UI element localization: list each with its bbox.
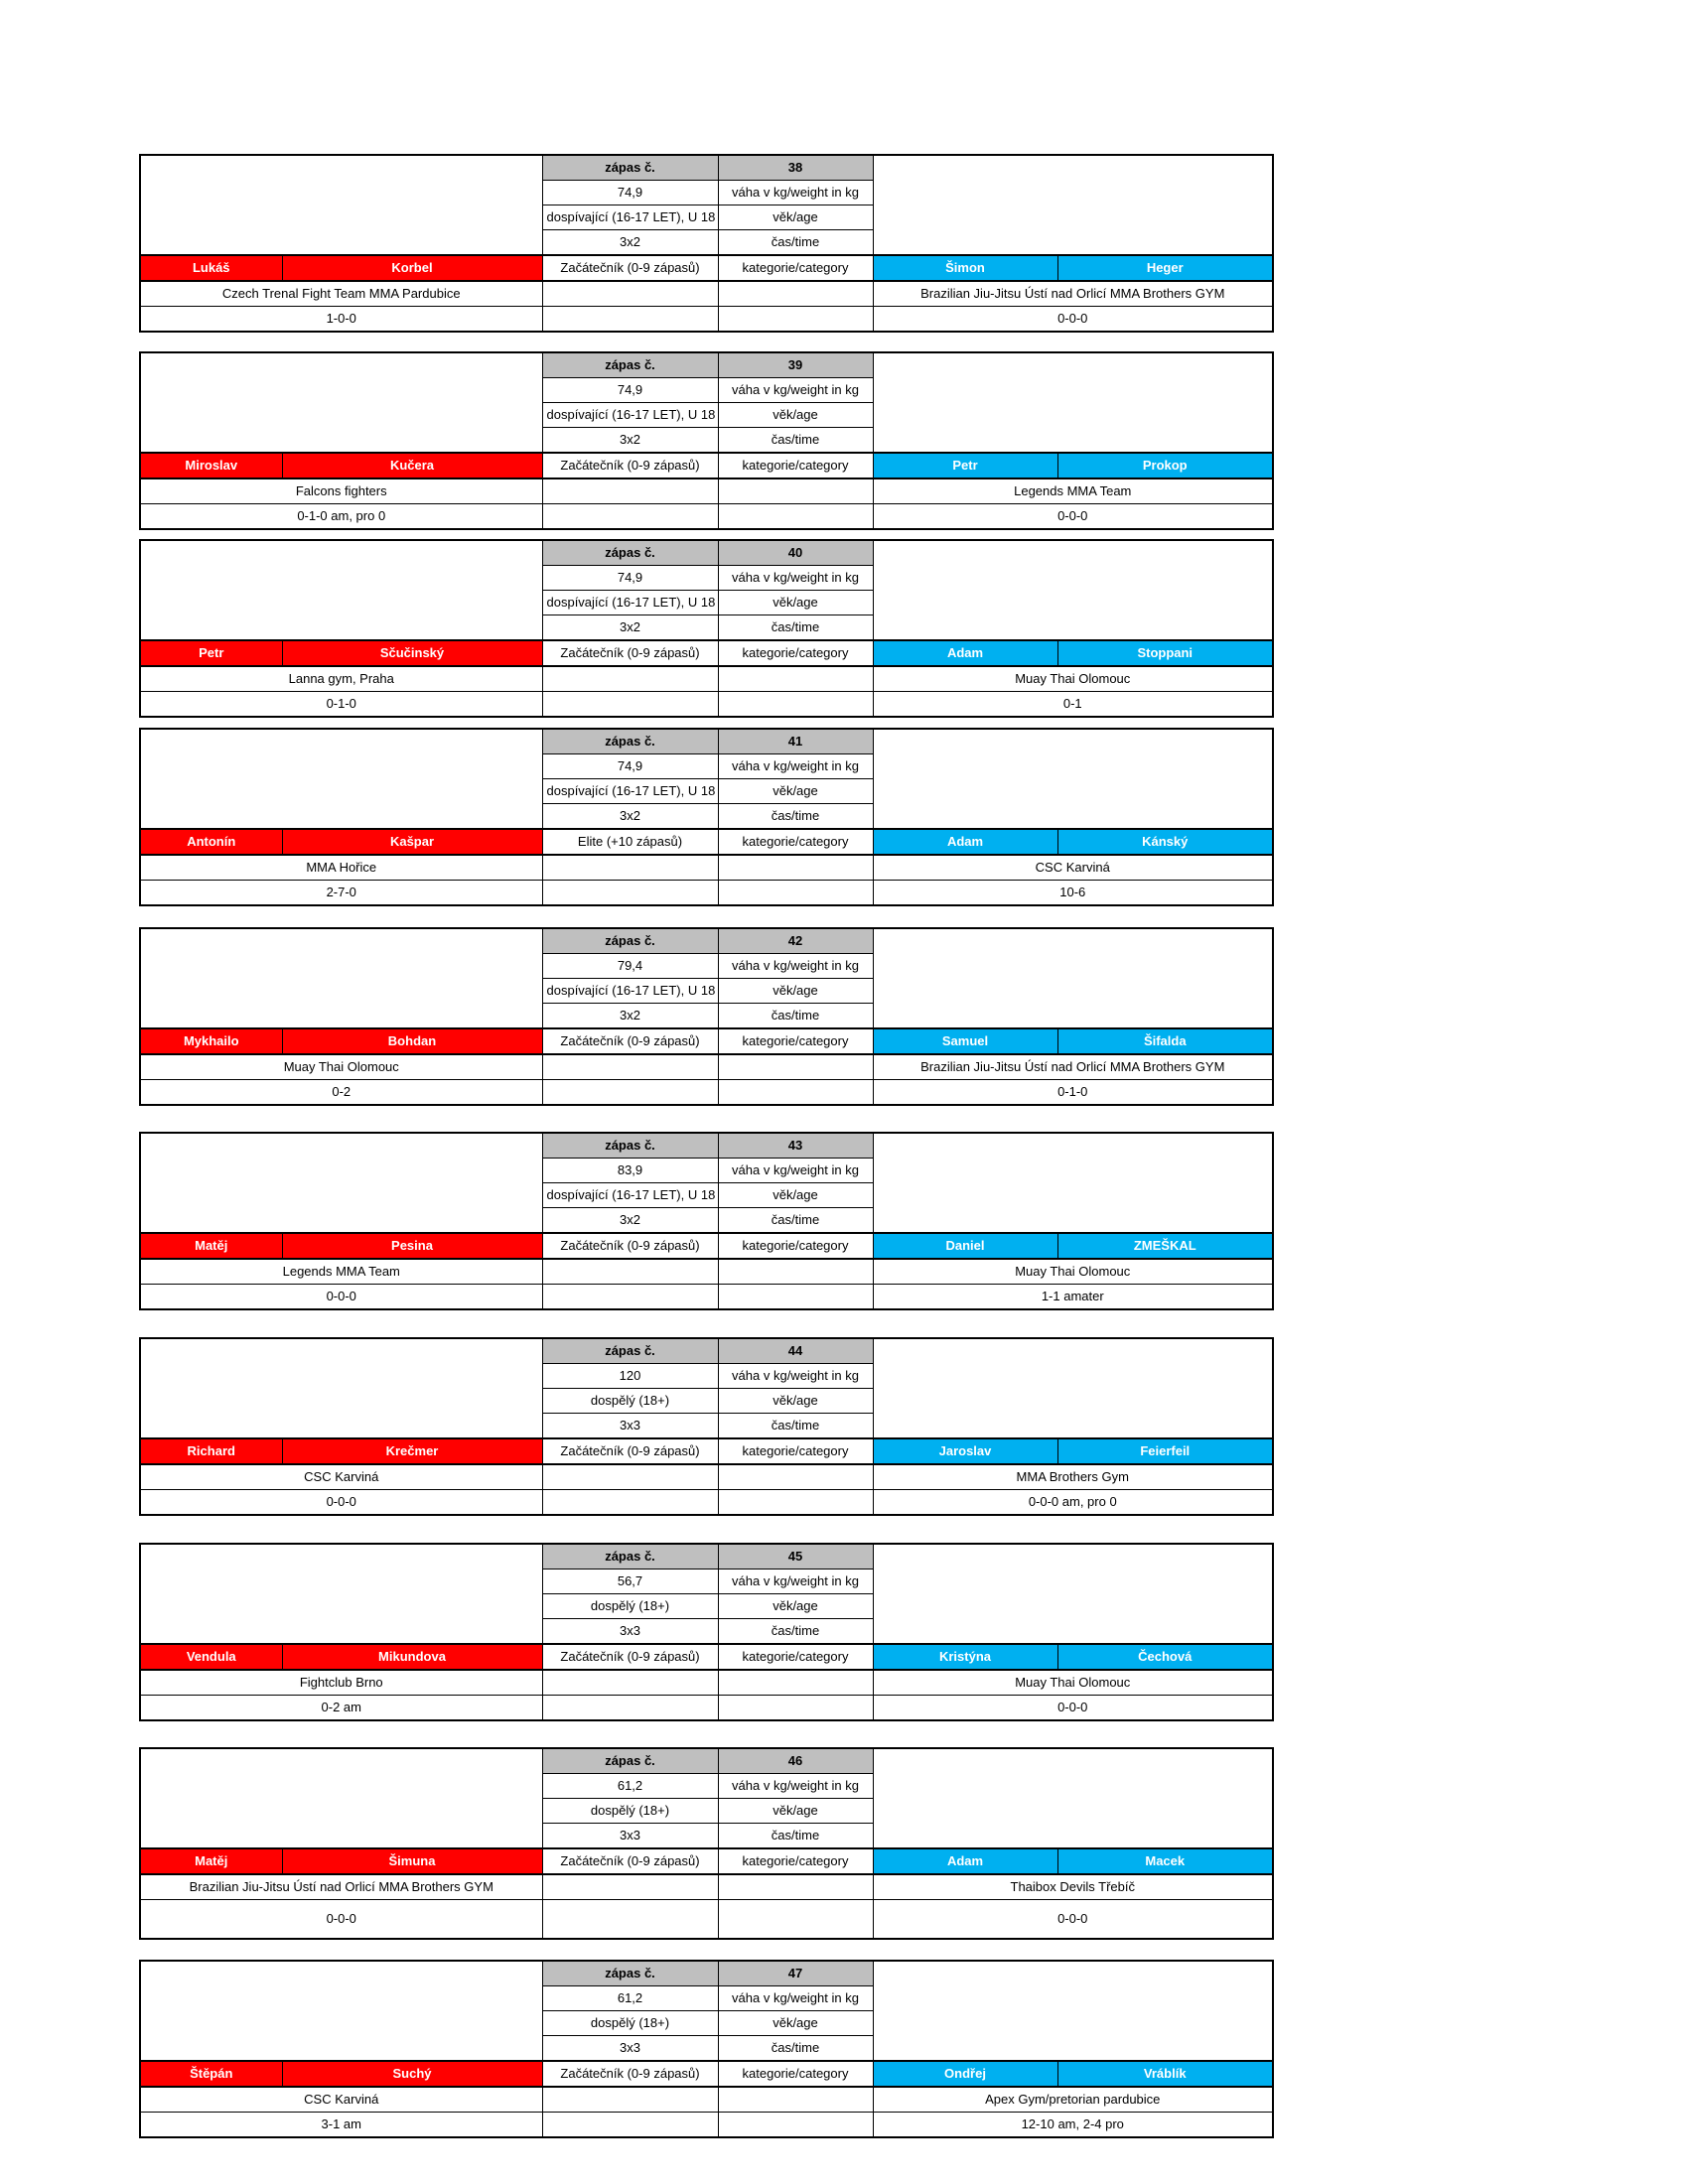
blue-corner-empty-area [873,540,1273,640]
time-value: 3x2 [542,1208,718,1234]
time-label: čas/time [718,230,873,256]
match-number-label: zápas č. [542,1544,718,1570]
red-first-name: Richard [140,1438,282,1464]
red-corner-empty-area [140,352,542,453]
red-corner-empty-area [140,1338,542,1438]
names-row [140,2061,1273,2087]
red-team: CSC Karviná [140,2087,542,2113]
middle-empty-cell [542,1696,718,1721]
team-row [140,2087,1273,2113]
age-label: věk/age [718,403,873,428]
category-label: kategorie/category [718,2061,873,2087]
middle-empty-cell [718,666,873,692]
blue-team: Legends MMA Team [873,478,1273,504]
time-value: 3x2 [542,230,718,256]
category-value: Začátečník (0-9 zápasů) [542,453,718,478]
middle-empty-cell [718,307,873,333]
time-value: 3x2 [542,428,718,454]
team-row [140,855,1273,881]
middle-empty-cell [718,2087,873,2113]
red-last-name: Mikundova [282,1644,542,1670]
weight-label: váha v kg/weight in kg [718,1570,873,1594]
weight-value: 74,9 [542,378,718,403]
blue-first-name: Adam [873,1848,1057,1874]
time-value: 3x3 [542,1619,718,1645]
red-first-name: Petr [140,640,282,666]
time-label: čas/time [718,615,873,641]
red-last-name: Šimuna [282,1848,542,1874]
age-value: dospívající (16-17 LET), U 18 [542,205,718,230]
team-row [140,1259,1273,1285]
record-row [140,504,1273,530]
names-row [140,1028,1273,1054]
blue-record: 12-10 am, 2-4 pro [873,2113,1273,2138]
category-value: Začátečník (0-9 zápasů) [542,2061,718,2087]
red-corner-empty-area [140,540,542,640]
middle-empty-cell [718,1490,873,1516]
weight-label: váha v kg/weight in kg [718,1364,873,1389]
match-number: 47 [718,1961,873,1986]
match-number-label: zápas č. [542,928,718,954]
team-row [140,1464,1273,1490]
blue-record: 0-1-0 [873,1080,1273,1106]
red-corner-empty-area [140,928,542,1028]
header-row [140,155,1273,181]
blue-team: Brazilian Jiu-Jitsu Ústí nad Orlicí MMA Brothers GYM [873,1054,1273,1080]
middle-empty-cell [718,478,873,504]
match-block [139,728,1274,906]
match-list [139,154,1272,2138]
red-last-name: Sčučinský [282,640,542,666]
middle-empty-cell [542,1285,718,1310]
team-row [140,666,1273,692]
record-row [140,1285,1273,1310]
blue-corner-empty-area [873,1133,1273,1233]
age-value: dospělý (18+) [542,1799,718,1824]
blue-last-name: Kánský [1057,829,1273,855]
blue-first-name: Samuel [873,1028,1057,1054]
age-label: věk/age [718,1389,873,1414]
time-label: čas/time [718,1414,873,1439]
red-last-name: Pesina [282,1233,542,1259]
record-row [140,1900,1273,1940]
blue-record: 0-0-0 [873,1696,1273,1721]
middle-empty-cell [542,1259,718,1285]
match-number: 38 [718,155,873,181]
middle-empty-cell [542,855,718,881]
middle-empty-cell [718,1874,873,1900]
match-block [139,1132,1274,1310]
middle-empty-cell [718,855,873,881]
red-corner-empty-area [140,1961,542,2061]
match-number-label: zápas č. [542,1748,718,1774]
red-record: 3-1 am [140,2113,542,2138]
category-value: Začátečník (0-9 zápasů) [542,255,718,281]
names-row [140,1848,1273,1874]
blue-first-name: Ondřej [873,2061,1057,2087]
match-number: 40 [718,540,873,566]
category-value: Začátečník (0-9 zápasů) [542,1233,718,1259]
red-first-name: Antonín [140,829,282,855]
red-team: Czech Trenal Fight Team MMA Pardubice [140,281,542,307]
category-label: kategorie/category [718,1644,873,1670]
weight-value: 83,9 [542,1159,718,1183]
match-number-label: zápas č. [542,729,718,754]
blue-team: Muay Thai Olomouc [873,1259,1273,1285]
category-label: kategorie/category [718,1028,873,1054]
match-block [139,927,1274,1106]
blue-last-name: Stoppani [1057,640,1273,666]
middle-empty-cell [542,1900,718,1940]
blue-first-name: Adam [873,640,1057,666]
match-number-label: zápas č. [542,352,718,378]
match-number-label: zápas č. [542,1961,718,1986]
blue-last-name: Čechová [1057,1644,1273,1670]
blue-first-name: Šimon [873,255,1057,281]
blue-record: 10-6 [873,881,1273,906]
header-row [140,540,1273,566]
red-last-name: Bohdan [282,1028,542,1054]
match-number: 44 [718,1338,873,1364]
match-block [139,1337,1274,1516]
weight-value: 74,9 [542,566,718,591]
time-label: čas/time [718,1208,873,1234]
category-label: kategorie/category [718,1438,873,1464]
record-row [140,1490,1273,1516]
match-block [139,1747,1274,1940]
red-corner-empty-area [140,1748,542,1848]
middle-empty-cell [542,1670,718,1696]
match-number-label: zápas č. [542,1338,718,1364]
category-value: Začátečník (0-9 zápasů) [542,640,718,666]
match-number-label: zápas č. [542,155,718,181]
names-row [140,1644,1273,1670]
middle-empty-cell [718,692,873,718]
blue-corner-empty-area [873,1544,1273,1644]
weight-value: 74,9 [542,181,718,205]
blue-record: 0-0-0 am, pro 0 [873,1490,1273,1516]
blue-first-name: Daniel [873,1233,1057,1259]
weight-value: 120 [542,1364,718,1389]
blue-record: 0-0-0 [873,504,1273,530]
middle-empty-cell [542,1874,718,1900]
blue-record: 1-1 amater [873,1285,1273,1310]
middle-empty-cell [542,1054,718,1080]
time-label: čas/time [718,804,873,830]
age-label: věk/age [718,1183,873,1208]
red-team: Falcons fighters [140,478,542,504]
weight-label: váha v kg/weight in kg [718,181,873,205]
category-label: kategorie/category [718,255,873,281]
red-record: 0-1-0 [140,692,542,718]
age-value: dospívající (16-17 LET), U 18 [542,979,718,1004]
record-row [140,307,1273,333]
red-team: CSC Karviná [140,1464,542,1490]
middle-empty-cell [542,666,718,692]
time-label: čas/time [718,1619,873,1645]
time-value: 3x3 [542,1414,718,1439]
record-row [140,881,1273,906]
age-value: dospívající (16-17 LET), U 18 [542,403,718,428]
red-first-name: Matěj [140,1848,282,1874]
age-label: věk/age [718,979,873,1004]
category-label: kategorie/category [718,453,873,478]
category-label: kategorie/category [718,1233,873,1259]
match-block [139,351,1274,530]
weight-label: váha v kg/weight in kg [718,1159,873,1183]
red-record: 0-0-0 [140,1285,542,1310]
red-corner-empty-area [140,729,542,829]
middle-empty-cell [542,2087,718,2113]
blue-team: Brazilian Jiu-Jitsu Ústí nad Orlicí MMA Brothers GYM [873,281,1273,307]
blue-record: 0-0-0 [873,307,1273,333]
weight-label: váha v kg/weight in kg [718,1986,873,2011]
match-number: 43 [718,1133,873,1159]
middle-empty-cell [542,1464,718,1490]
category-value: Elite (+10 zápasů) [542,829,718,855]
red-record: 0-0-0 [140,1490,542,1516]
blue-corner-empty-area [873,1961,1273,2061]
middle-empty-cell [542,307,718,333]
red-last-name: Kučera [282,453,542,478]
match-number: 39 [718,352,873,378]
header-row [140,729,1273,754]
blue-team: MMA Brothers Gym [873,1464,1273,1490]
blue-first-name: Adam [873,829,1057,855]
team-row [140,1054,1273,1080]
red-record: 1-0-0 [140,307,542,333]
red-record: 0-2 am [140,1696,542,1721]
record-row [140,1696,1273,1721]
match-block [139,1960,1274,2138]
record-row [140,692,1273,718]
middle-empty-cell [542,881,718,906]
red-last-name: Krečmer [282,1438,542,1464]
names-row [140,1438,1273,1464]
weight-label: váha v kg/weight in kg [718,954,873,979]
team-row [140,281,1273,307]
middle-empty-cell [718,1696,873,1721]
age-value: dospívající (16-17 LET), U 18 [542,1183,718,1208]
red-team: Muay Thai Olomouc [140,1054,542,1080]
middle-empty-cell [718,1285,873,1310]
age-label: věk/age [718,2011,873,2036]
time-label: čas/time [718,1004,873,1029]
header-row [140,1338,1273,1364]
age-label: věk/age [718,1799,873,1824]
names-row [140,829,1273,855]
blue-team: Muay Thai Olomouc [873,1670,1273,1696]
blue-team: Muay Thai Olomouc [873,666,1273,692]
blue-team: Thaibox Devils Třebíč [873,1874,1273,1900]
team-row [140,478,1273,504]
names-row [140,1233,1273,1259]
weight-label: váha v kg/weight in kg [718,1774,873,1799]
match-number: 46 [718,1748,873,1774]
weight-value: 56,7 [542,1570,718,1594]
time-value: 3x2 [542,615,718,641]
category-value: Začátečník (0-9 zápasů) [542,1438,718,1464]
category-label: kategorie/category [718,640,873,666]
header-row [140,352,1273,378]
blue-first-name: Kristýna [873,1644,1057,1670]
header-row [140,928,1273,954]
red-last-name: Korbel [282,255,542,281]
red-first-name: Mykhailo [140,1028,282,1054]
middle-empty-cell [542,1080,718,1106]
time-label: čas/time [718,2036,873,2062]
team-row [140,1874,1273,1900]
weight-value: 61,2 [542,1774,718,1799]
header-row [140,1961,1273,1986]
blue-last-name: Feierfeil [1057,1438,1273,1464]
red-record: 0-1-0 am, pro 0 [140,504,542,530]
header-row [140,1544,1273,1570]
blue-corner-empty-area [873,1338,1273,1438]
red-first-name: Štěpán [140,2061,282,2087]
team-row [140,1670,1273,1696]
category-label: kategorie/category [718,1848,873,1874]
middle-empty-cell [718,881,873,906]
match-number: 45 [718,1544,873,1570]
weight-value: 61,2 [542,1986,718,2011]
header-row [140,1133,1273,1159]
category-value: Začátečník (0-9 zápasů) [542,1848,718,1874]
age-value: dospělý (18+) [542,1389,718,1414]
age-value: dospívající (16-17 LET), U 18 [542,591,718,615]
red-record: 0-0-0 [140,1900,542,1940]
time-label: čas/time [718,428,873,454]
match-number: 41 [718,729,873,754]
header-row [140,1748,1273,1774]
match-block [139,539,1274,718]
middle-empty-cell [542,2113,718,2138]
red-last-name: Suchý [282,2061,542,2087]
weight-value: 79,4 [542,954,718,979]
time-value: 3x3 [542,2036,718,2062]
age-value: dospělý (18+) [542,1594,718,1619]
match-number-label: zápas č. [542,540,718,566]
blue-last-name: Šifalda [1057,1028,1273,1054]
blue-corner-empty-area [873,155,1273,255]
blue-last-name: Vráblík [1057,2061,1273,2087]
time-value: 3x2 [542,1004,718,1029]
names-row [140,255,1273,281]
red-team: MMA Hořice [140,855,542,881]
record-row [140,1080,1273,1106]
red-corner-empty-area [140,1133,542,1233]
middle-empty-cell [718,1259,873,1285]
blue-record: 0-1 [873,692,1273,718]
blue-last-name: Prokop [1057,453,1273,478]
blue-team: CSC Karviná [873,855,1273,881]
blue-last-name: Heger [1057,255,1273,281]
age-label: věk/age [718,591,873,615]
time-label: čas/time [718,1824,873,1849]
middle-empty-cell [718,1054,873,1080]
middle-empty-cell [718,1670,873,1696]
blue-last-name: Macek [1057,1848,1273,1874]
red-team: Fightclub Brno [140,1670,542,1696]
age-label: věk/age [718,205,873,230]
time-value: 3x2 [542,804,718,830]
weight-label: váha v kg/weight in kg [718,378,873,403]
record-row [140,2113,1273,2138]
match-block [139,1543,1274,1721]
blue-first-name: Petr [873,453,1057,478]
middle-empty-cell [718,281,873,307]
blue-corner-empty-area [873,729,1273,829]
names-row [140,640,1273,666]
middle-empty-cell [718,1900,873,1940]
red-last-name: Kašpar [282,829,542,855]
age-label: věk/age [718,1594,873,1619]
category-value: Začátečník (0-9 zápasů) [542,1644,718,1670]
middle-empty-cell [718,1080,873,1106]
middle-empty-cell [542,692,718,718]
blue-first-name: Jaroslav [873,1438,1057,1464]
red-team: Legends MMA Team [140,1259,542,1285]
red-first-name: Lukáš [140,255,282,281]
middle-empty-cell [718,1464,873,1490]
middle-empty-cell [542,281,718,307]
match-block [139,154,1274,333]
category-label: kategorie/category [718,829,873,855]
age-value: dospělý (18+) [542,2011,718,2036]
red-first-name: Matěj [140,1233,282,1259]
red-team: Brazilian Jiu-Jitsu Ústí nad Orlicí MMA Brothers GYM [140,1874,542,1900]
red-record: 2-7-0 [140,881,542,906]
middle-empty-cell [542,478,718,504]
middle-empty-cell [718,2113,873,2138]
category-value: Začátečník (0-9 zápasů) [542,1028,718,1054]
match-number-label: zápas č. [542,1133,718,1159]
weight-label: váha v kg/weight in kg [718,754,873,779]
age-value: dospívající (16-17 LET), U 18 [542,779,718,804]
weight-value: 74,9 [542,754,718,779]
red-first-name: Vendula [140,1644,282,1670]
red-corner-empty-area [140,1544,542,1644]
middle-empty-cell [542,504,718,530]
red-team: Lanna gym, Praha [140,666,542,692]
red-record: 0-2 [140,1080,542,1106]
blue-corner-empty-area [873,352,1273,453]
weight-label: váha v kg/weight in kg [718,566,873,591]
time-value: 3x3 [542,1824,718,1849]
blue-last-name: ZMEŠKAL [1057,1233,1273,1259]
blue-corner-empty-area [873,1748,1273,1848]
blue-corner-empty-area [873,928,1273,1028]
blue-record: 0-0-0 [873,1900,1273,1940]
match-number: 42 [718,928,873,954]
red-corner-empty-area [140,155,542,255]
blue-team: Apex Gym/pretorian pardubice [873,2087,1273,2113]
red-first-name: Miroslav [140,453,282,478]
names-row [140,453,1273,478]
age-label: věk/age [718,779,873,804]
middle-empty-cell [718,504,873,530]
middle-empty-cell [542,1490,718,1516]
